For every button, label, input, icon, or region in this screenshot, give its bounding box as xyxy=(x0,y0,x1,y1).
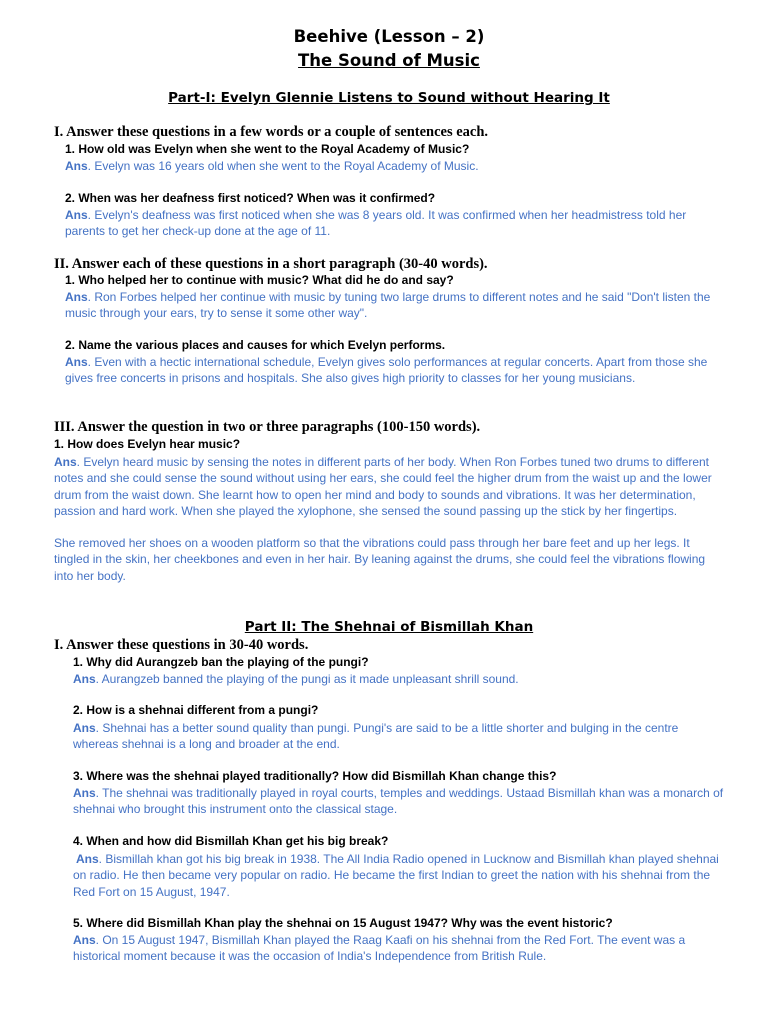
answer-text: . Ron Forbes helped her continue with music by tuning two large drums to different notes and he said "Don't listen the music through your ears, try to sense it some other way". xyxy=(65,290,711,321)
ans-label: Ans xyxy=(65,159,88,173)
question: 2. When was her deafness first noticed? When was it confirmed? xyxy=(65,191,436,205)
answer-text: . Evelyn was 16 years old when she went to the Royal Academy of Music. xyxy=(87,159,479,173)
answer-text: . Evelyn's deafness was first noticed when she was 8 years old. It was confirmed when her headmistress told her parents to get her check-up done at the age of 11. xyxy=(65,208,687,239)
part1-section3-heading: III. Answer the question in two or three paragraphs (100-150 words). xyxy=(54,419,481,435)
answer-text: . Shehnai has a better sound quality than pungi. Pungi's are said to be a little shorter and bulging in the centre whereas shehnai is a long and broader at the end. xyxy=(73,721,679,752)
question: 5. Where did Bismillah Khan play the shehnai on 15 August 1947? Why was the event historic? xyxy=(73,916,613,930)
part1-section1-heading: I. Answer these questions in a few words or a couple of sentences each. xyxy=(54,124,489,140)
part1-title: Part-I: Evelyn Glennie Listens to Sound without Hearing It xyxy=(168,90,610,106)
answer xyxy=(65,354,715,387)
answer xyxy=(65,289,725,322)
answer-text: . Aurangzeb banned the playing of the pungi as it made unpleasant shrill sound. xyxy=(95,672,519,686)
question: 2. Name the various places and causes for which Evelyn performs. xyxy=(65,338,446,352)
ans-label: Ans xyxy=(65,208,88,222)
part1-section2-heading: II. Answer each of these questions in a short paragraph (30-40 words). xyxy=(54,256,488,272)
answer-text: . Bismillah khan got his big break in 1938. The All India Radio opened in Lucknow and Bismillah khan played shehnai on radio. He then became very popular on radio. He became the first Indian to greet the nation with his shehnai from the Red Fort on 15 August, 1947. xyxy=(73,852,719,899)
answer-continued: She removed her shoes on a wooden platform so that the vibrations could pass through her bare feet and up her legs. It tingled in the skin, her cheekbones and even in her hair. By leaning against the drums, she could feel the vibrations flowing into her body. xyxy=(54,536,706,583)
question: 4. When and how did Bismillah Khan get his big break? xyxy=(73,834,389,848)
lesson-title: Beehive (Lesson – 2) xyxy=(293,27,485,46)
answer xyxy=(73,785,725,818)
answer xyxy=(65,158,725,174)
ans-label: Ans xyxy=(73,721,96,735)
question: 2. How is a shehnai different from a pungi? xyxy=(73,703,319,717)
ans-label: Ans xyxy=(73,933,96,947)
answer-text: . Even with a hectic international schedule, Evelyn gives solo performances at regular concerts. Apart from those she gives free concerts in prisons and hospitals. She also gives high priority to classes for her young musicians. xyxy=(65,355,708,386)
answer xyxy=(73,851,725,900)
answer xyxy=(73,671,725,687)
answer xyxy=(54,454,726,519)
ans-label: Ans xyxy=(76,852,99,866)
question: 1. How old was Evelyn when she went to the Royal Academy of Music? xyxy=(65,142,470,156)
answer-text: . Evelyn heard music by sensing the notes in different parts of her body. When Ron Forbes tuned two drums to different notes and she could sense the sound without using her ears, she could feel the higher drum from the waist up and the lower drum from the waist down. She learnt how to open her mind and body to sounds and vibrations. It was her determination, passion and hard work. When she played the xylophone, she sensed the sound passing up the stick by her fingertips. xyxy=(54,455,712,518)
answer-text: . The shehnai was traditionally played in royal courts, temples and weddings. Ustaad Bismillah khan was a monarch of shehnai who brought this instrument onto the classical stage. xyxy=(73,786,724,817)
answer xyxy=(65,207,725,240)
ans-label: Ans xyxy=(65,355,88,369)
lesson-subtitle: The Sound of Music xyxy=(298,51,480,70)
answer xyxy=(73,932,725,965)
question: 1. Why did Aurangzeb ban the playing of the pungi? xyxy=(73,655,369,669)
ans-label: Ans xyxy=(54,455,77,469)
question: 1. How does Evelyn hear music? xyxy=(54,437,241,451)
answer xyxy=(73,720,725,753)
part2-title: Part II: The Shehnai of Bismillah Khan xyxy=(244,619,534,635)
ans-label: Ans xyxy=(73,672,96,686)
question: 3. Where was the shehnai played traditionally? How did Bismillah Khan change this? xyxy=(73,769,557,783)
question: 1. Who helped her to continue with music? What did he do and say? xyxy=(65,273,454,287)
ans-label: Ans xyxy=(65,290,88,304)
part2-section-heading: I. Answer these questions in 30-40 words. xyxy=(54,637,309,653)
ans-label: Ans xyxy=(73,786,96,800)
answer-text: . On 15 August 1947, Bismillah Khan played the Raag Kaafi on his shehnai from the Red Fort. The event was a historical moment because it was the occasion of India's Independence from British Rule. xyxy=(73,933,686,964)
